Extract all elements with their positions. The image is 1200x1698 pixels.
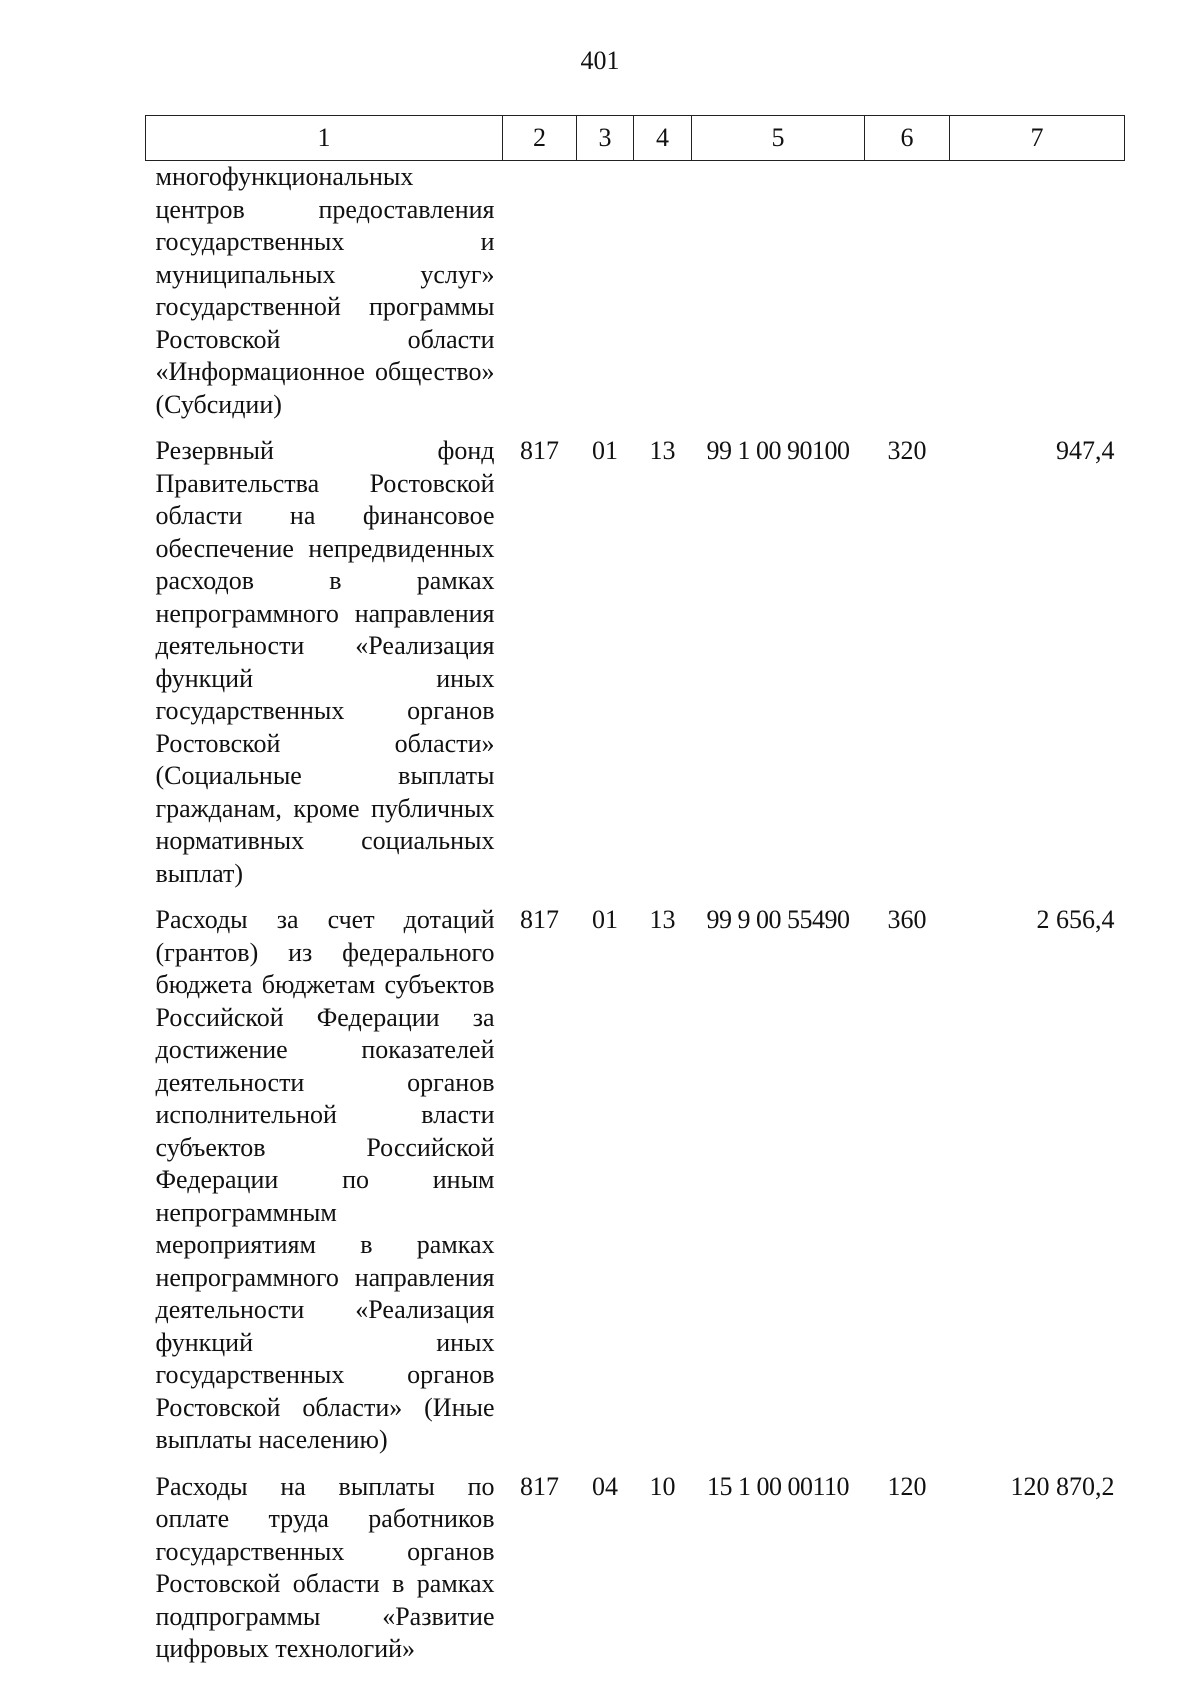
row-description: Резервный фонд Правительства Ростовской области на финансовое обеспечение непредвиденных расходов в рамках непрограммного направления деятельности «Реализация функций иных государственных органов Ростовской области» (Социальные выплаты гражданам, кроме публичных нормативных социальных выплат) [155,436,495,888]
row-description: Расходы на выплаты по оплате труда работников государственных органов Ростовской области в рамках подпрограммы «Развитие цифровых технологий» [155,1471,495,1663]
table-row [146,161,1125,422]
header-col-5: 5 [692,116,865,161]
row-ved [503,161,577,422]
row-description: Расходы за счет дотаций (грантов) из федерального бюджета бюджетам субъектов Российской Федерации за достижение показателей деятельности органов исполнительной власти субъектов Российской Федерации по иным непрограммным мероприятиям в рамках непрограммного направления деятельности «Реализация функций иных государственных органов Ростовской области» (Иные выплаты населению) [155,905,495,1454]
row-vr [865,161,950,422]
table-row [146,1457,1125,1666]
header-col-1: 1 [146,116,503,161]
row-vr: 320 [887,436,927,465]
row-amount: 2 656,4 [1036,905,1115,934]
table-body [146,161,1125,1666]
header-col-6: 6 [865,116,950,161]
row-pr: 10 [649,1471,676,1501]
row-pr: 13 [649,436,676,465]
row-vr: 360 [887,905,927,934]
row-rz: 01 [592,905,618,934]
row-amount: 947,4 [1056,436,1115,465]
budget-table [145,115,1125,1666]
table-row [146,421,1125,890]
header-col-7: 7 [950,116,1125,161]
row-csr: 99 9 00 55490 [706,905,850,934]
row-pr: 13 [649,905,676,934]
header-col-4: 4 [634,116,692,161]
table-row [146,890,1125,1457]
page-number: 401 [580,46,620,75]
row-amount: 120 870,2 [1010,1471,1115,1501]
row-ved: 817 [520,905,559,934]
row-csr [692,161,865,422]
row-description: многофункциональных центров предоставления государственных и муниципальных услуг» государственной программы Ростовской области «Информационное общество» (Субсидии) [155,162,495,419]
row-csr: 99 1 00 90100 [706,436,850,465]
table-header [146,116,1125,161]
row-rz: 01 [592,436,618,465]
row-rz [577,161,634,422]
row-ved: 817 [520,1471,559,1501]
header-row [146,116,1125,161]
row-csr: 15 1 00 00110 [706,1471,850,1501]
row-amount [950,161,1125,422]
row-rz: 04 [592,1471,618,1501]
row-ved: 817 [520,436,559,465]
header-col-3: 3 [577,116,634,161]
header-col-2: 2 [503,116,577,161]
row-vr: 120 [887,1471,927,1501]
row-pr [634,161,692,422]
